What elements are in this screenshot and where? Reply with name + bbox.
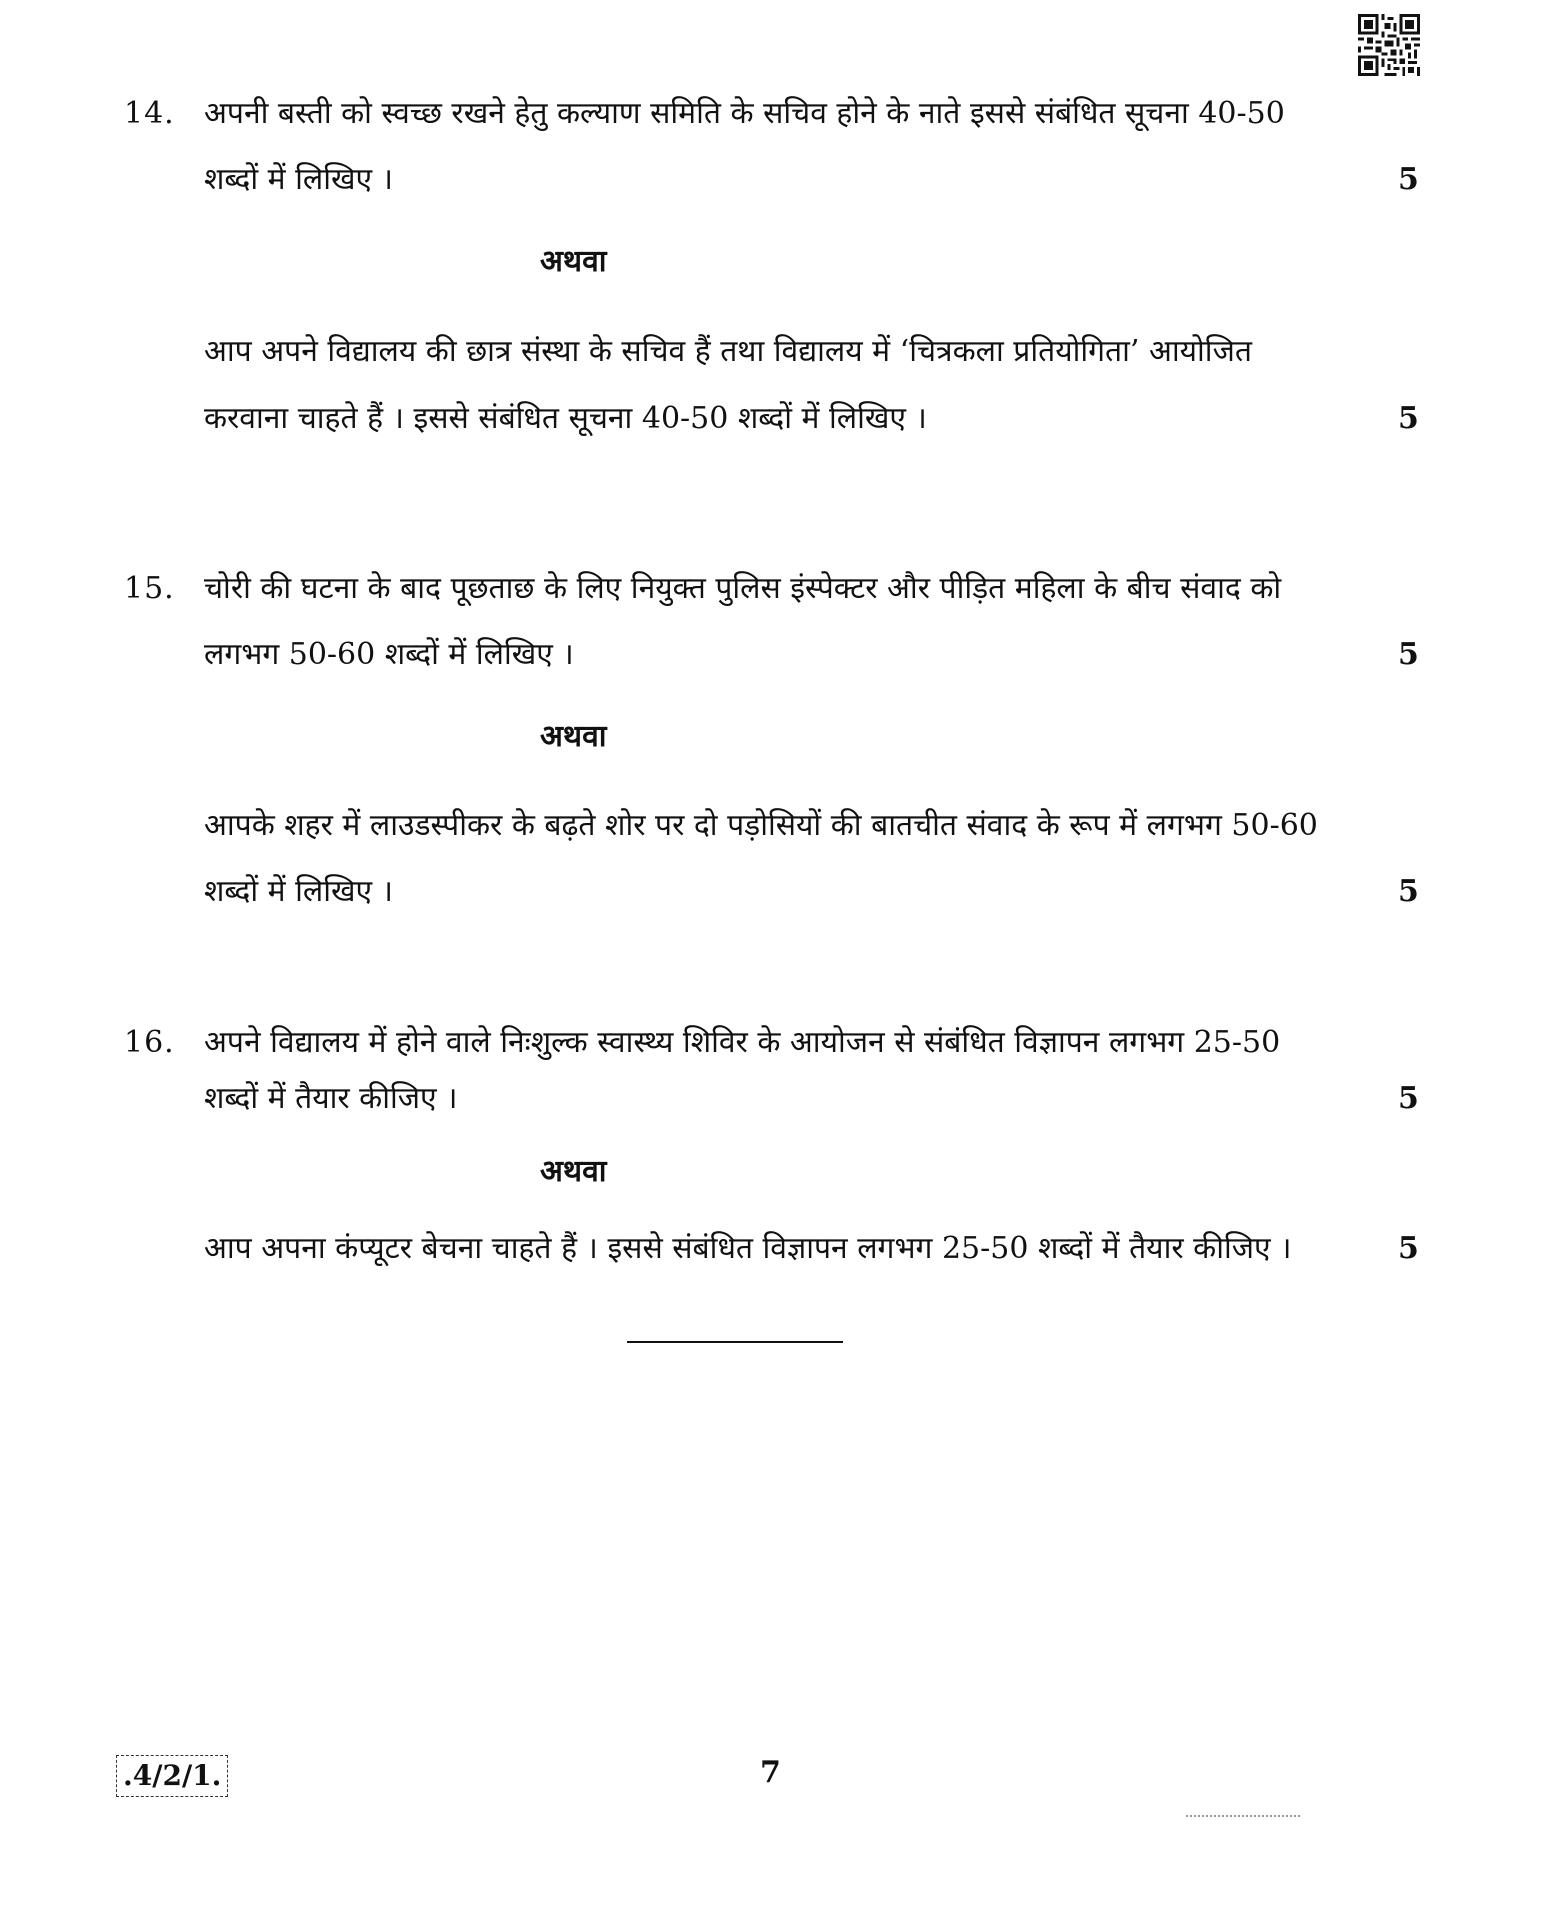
question-text-line-2: लगभग 50-60 शब्दों में लिखिए ।: [204, 637, 574, 672]
alt-text-line-1: आप अपने विद्यालय की छात्र संस्था के सचिव हैं तथा विद्यालय में ‘चित्रकला प्रतियोगिता’ आयोजित: [204, 334, 1252, 369]
question-number: 16.: [124, 1025, 175, 1060]
marks-label: 5: [1398, 1081, 1419, 1116]
question-16: [0, 1013, 1547, 1073]
alt-text-line-2: शब्दों में लिखिए ।: [204, 874, 394, 909]
marks-label: 5: [1398, 874, 1419, 909]
alt-text-line-1: आपके शहर में लाउडस्पीकर के बढ़ते शोर पर दो पड़ोसियों की बातचीत संवाद के रूप में लगभग 50-60: [204, 808, 1318, 843]
question-14: [0, 84, 1547, 144]
or-label: अथवा: [540, 244, 607, 279]
question-15: [0, 559, 1547, 619]
question-text-line-1: अपने विद्यालय में होने वाले निःशुल्क स्वास्थ्य शिविर के आयोजन से संबंधित विज्ञापन लगभग 25-50: [204, 1025, 1281, 1060]
end-divider-line: [627, 1341, 843, 1343]
question-number: 14.: [124, 96, 175, 131]
question-number: 15.: [124, 571, 175, 606]
alternative-question-14: [0, 322, 1547, 382]
alt-text-line-2: करवाना चाहते हैं । इससे संबंधित सूचना 40-50 शब्दों में लिखिए ।: [204, 401, 927, 436]
marks-label: 5: [1398, 162, 1419, 197]
qr-code-icon: [1358, 14, 1420, 76]
or-label: अथवा: [540, 1154, 607, 1189]
question-14-line-2: [0, 150, 1547, 210]
or-divider: [0, 232, 1547, 292]
paper-code: .4/2/1.: [116, 1755, 228, 1797]
marks-label: 5: [1398, 401, 1419, 436]
footer-mark: [1186, 1815, 1300, 1817]
question-16-line-2: [0, 1069, 1547, 1129]
alternative-question-15: [0, 796, 1547, 856]
alternative-question-16: [0, 1219, 1547, 1279]
alternative-question-15-line-2: [0, 862, 1547, 922]
or-label: अथवा: [540, 719, 607, 754]
or-divider: [0, 707, 1547, 767]
question-text-line-1: चोरी की घटना के बाद पूछताछ के लिए नियुक्त पुलिस इंस्पेक्टर और पीड़ित महिला के बीच संवाद को: [204, 571, 1282, 606]
page-number: 7: [760, 1755, 781, 1790]
marks-label: 5: [1398, 1231, 1419, 1266]
or-divider: [0, 1142, 1547, 1202]
question-text-line-2: शब्दों में तैयार कीजिए ।: [204, 1081, 458, 1116]
question-text-line-1: अपनी बस्ती को स्वच्छ रखने हेतु कल्याण समिति के सचिव होने के नाते इससे संबंधित सूचना 40-50: [204, 96, 1285, 131]
alt-text-line-1: आप अपना कंप्यूटर बेचना चाहते हैं । इससे संबंधित विज्ञापन लगभग 25-50 शब्दों में तैयार कीजिए ।: [204, 1231, 1292, 1266]
marks-label: 5: [1398, 637, 1419, 672]
question-15-line-2: [0, 625, 1547, 685]
question-text-line-2: शब्दों में लिखिए ।: [204, 162, 394, 197]
alternative-question-14-line-2: [0, 389, 1547, 449]
